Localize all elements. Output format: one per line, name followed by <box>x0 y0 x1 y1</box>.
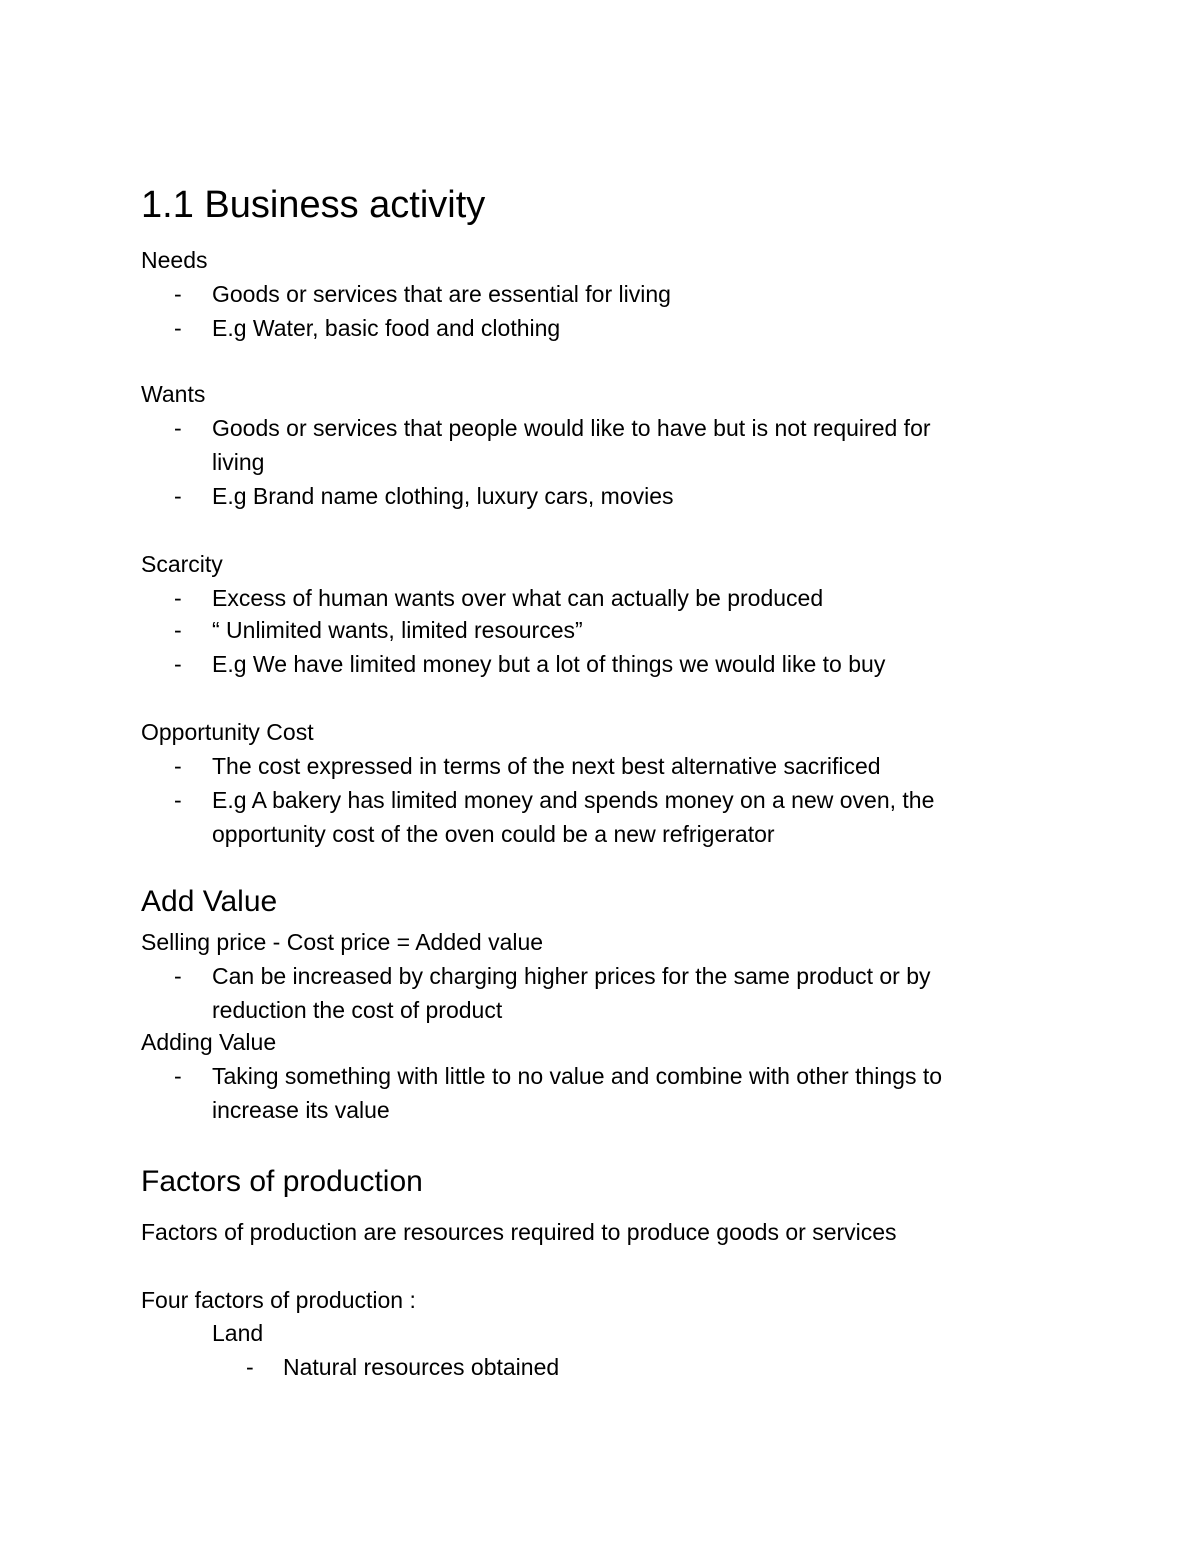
opportunity-cost-heading: Opportunity Cost <box>141 719 314 745</box>
wants-heading: Wants <box>141 381 206 407</box>
bullet-dash: - <box>174 483 182 509</box>
factors-definition: Factors of production are resources required to produce goods or services <box>141 1219 897 1245</box>
needs-bullet-2: E.g Water, basic food and clothing <box>212 315 561 341</box>
four-factors-label: Four factors of production : <box>141 1287 416 1313</box>
bullet-dash: - <box>174 281 182 307</box>
opportunity-cost-bullet-1: The cost expressed in terms of the next best alternative sacrificed <box>212 753 881 779</box>
adding-value-bullet-line-1: Taking something with little to no value and combine with other things to <box>212 1063 943 1089</box>
wants-bullet-1-line-2: living <box>212 449 265 475</box>
scarcity-bullet-2: “ Unlimited wants, limited resources” <box>212 617 583 643</box>
bullet-dash: - <box>174 651 182 677</box>
bullet-dash: - <box>174 787 182 813</box>
scarcity-heading: Scarcity <box>141 551 223 577</box>
bullet-dash: - <box>246 1354 254 1380</box>
bullet-dash: - <box>174 415 182 441</box>
wants-bullet-2: E.g Brand name clothing, luxury cars, movies <box>212 483 674 509</box>
adding-value-bullet-line-2: increase its value <box>212 1097 390 1123</box>
formula-bullet-line-2: reduction the cost of product <box>212 997 503 1023</box>
bullet-dash: - <box>174 963 182 989</box>
needs-bullet-1: Goods or services that are essential for living <box>212 281 671 307</box>
adding-value-heading: Adding Value <box>141 1029 277 1055</box>
factors-heading: Factors of production <box>141 1165 423 1198</box>
needs-heading: Needs <box>141 247 208 273</box>
scarcity-bullet-3: E.g We have limited money but a lot of things we would like to buy <box>212 651 886 677</box>
bullet-dash: - <box>174 1063 182 1089</box>
land-bullet: Natural resources obtained <box>283 1354 560 1380</box>
page-title: 1.1 Business activity <box>141 184 486 226</box>
bullet-dash: - <box>174 617 182 643</box>
opportunity-cost-bullet-2-line-2: opportunity cost of the oven could be a new refrigerator <box>212 821 775 847</box>
add-value-heading: Add Value <box>141 885 278 918</box>
wants-bullet-1-line-1: Goods or services that people would like to have but is not required for <box>212 415 931 441</box>
land-label: Land <box>212 1320 264 1346</box>
opportunity-cost-bullet-2-line-1: E.g A bakery has limited money and spends money on a new oven, the <box>212 787 935 813</box>
added-value-formula: Selling price - Cost price = Added value <box>141 929 544 955</box>
scarcity-bullet-1: Excess of human wants over what can actually be produced <box>212 585 824 611</box>
bullet-dash: - <box>174 753 182 779</box>
formula-bullet-line-1: Can be increased by charging higher prices for the same product or by <box>212 963 931 989</box>
bullet-dash: - <box>174 315 182 341</box>
bullet-dash: - <box>174 585 182 611</box>
